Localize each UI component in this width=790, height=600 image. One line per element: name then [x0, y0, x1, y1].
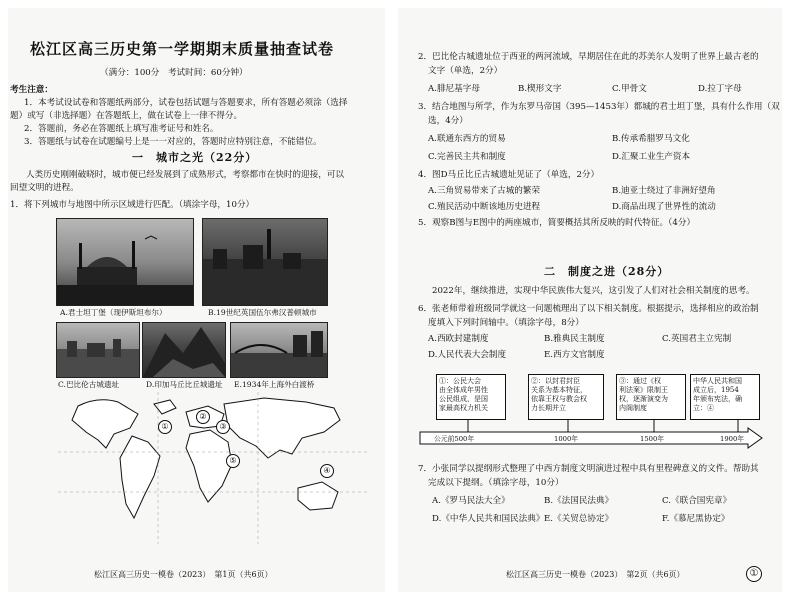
q7-option-f: F.《慕尼黑协定》 [662, 514, 730, 524]
timeline-box-line: 关系为基本特征， [531, 386, 587, 394]
timeline-label: 1900年 [720, 435, 745, 443]
notice-line: 1．本考试设试卷和答题纸两部分，试卷包括试题与答题要求，所有答题必须涂（选择 [24, 98, 348, 108]
q2-option-a: A.腓尼基字母 [428, 84, 480, 94]
question-7-cont: 完成以下提纲。（填涂字母，10分） [428, 478, 564, 488]
photo-wolverhampton [202, 218, 328, 306]
question-3: 3．结合地图与所学，作为东罗马帝国（395—1453年）都城的君士坦丁堡，具有什么作用（双 [418, 102, 780, 112]
world-map [58, 392, 368, 544]
timeline-box-line: 立：④ [693, 404, 714, 412]
caption-a: A.君士坦丁堡（现伊斯坦布尔） [60, 308, 167, 317]
question-4: 4．图D马丘比丘古城遗址见证了（单选，2分） [418, 170, 600, 180]
map-marker-5: ⑤ [226, 454, 240, 468]
q2-option-c: C.甲骨文 [612, 84, 647, 94]
timeline-box-line: 年颁布宪法，确 [693, 395, 742, 403]
question-7: 7．小张同学以提纲形式整理了中西方制度文明演进过程中具有里程碑意义的文件。帮助其 [418, 464, 759, 474]
q4-option-a: A.三角贸易带来了古城的繁荣 [428, 186, 541, 196]
map-marker-2: ② [196, 410, 210, 424]
timeline-box-line: 中华人民共和国 [693, 377, 742, 385]
timeline-label: 1000年 [554, 435, 579, 443]
timeline-box-line: ③：通过《权 [619, 377, 661, 385]
section-2-title: 二 制度之进（28分） [544, 265, 670, 278]
q4-option-c: C.殖民活动中断该地历史进程 [428, 202, 541, 212]
question-3-cont: 选，4分） [428, 116, 468, 126]
caption-b: B.19世纪英国伍尔弗汉普顿城市 [208, 308, 317, 317]
q2-option-d: D.拉丁字母 [698, 84, 742, 94]
photo-babylon [56, 322, 140, 378]
timeline-label: 公元前500年 [434, 435, 475, 443]
timeline-box-line: ①：公民大会 [439, 377, 481, 385]
question-2-cont: 文字（单选，2分） [428, 66, 503, 76]
question-6-cont: 度填入下列时间轴中。（填涂字母，8分） [428, 318, 584, 328]
q6-option-a: A.西欧封建制度 [428, 334, 489, 344]
q7-option-e: E.《关贸总协定》 [544, 514, 614, 524]
timeline-box-line: 公民组成，是国 [439, 395, 488, 403]
q4-option-b: B.迪亚士绕过了非洲好望角 [612, 186, 716, 196]
q3-option-d: D.汇聚工业生产资本 [612, 152, 691, 162]
section-1-title: 一 城市之光（22分） [132, 151, 258, 164]
timeline-box-line: 力长期并立 [531, 404, 566, 412]
page-1-footer: 松江区高三历史一模卷（2023） 第1页（共6页） [94, 570, 273, 579]
q3-option-c: C.完善民主共和制度 [428, 152, 506, 162]
photo-shanghai-bridge [230, 322, 328, 378]
q2-option-b: B.楔形文字 [518, 84, 562, 94]
caption-c: C.巴比伦古城遗址 [58, 380, 120, 389]
q4-option-d: D.商品出现了世界性的流动 [612, 202, 716, 212]
question-2: 2．巴比伦古城遗址位于西亚的两河流域，早期居住在此的苏美尔人发明了世界上最古老的 [418, 52, 759, 62]
timeline-box-line: 依靠王权与教会权 [531, 395, 587, 403]
timeline-box-line: ②：以封君封臣 [531, 377, 580, 385]
notice-line: 题）或写（非选择题）在答题纸上，做在试卷上一律不得分。 [10, 111, 243, 121]
photo-machu-picchu [142, 322, 226, 378]
q3-option-b: B.传承希腊罗马文化 [612, 134, 690, 144]
notice-title: 考生注意： [10, 85, 53, 95]
q3-option-a: A.联通东西方的贸易 [428, 134, 506, 144]
timeline-box-line: 权，逐渐演变为 [619, 395, 668, 403]
notice-line: 3．答题纸与试卷在试题编号上是一一对应的，答题时应特别注意，不能错位。 [24, 137, 322, 147]
section-1-intro: 人类历史刚刚破晓时，城市便已经发展到了成熟形式，考察都市在快时的迎接，可以 [26, 170, 344, 180]
q6-option-e: E.西方文官制度 [544, 350, 605, 360]
q7-option-b: B.《法国民法典》 [544, 496, 614, 506]
section-1-intro: 回望文明的进程。 [10, 183, 79, 193]
exam-page-2 [398, 8, 782, 592]
timeline-box-1 [436, 374, 506, 420]
map-marker-4: ④ [320, 464, 334, 478]
timeline-label: 1500年 [640, 435, 665, 443]
q7-option-a: A.《罗马民法大全》 [432, 496, 510, 506]
timeline-box-2 [528, 374, 604, 420]
q7-option-d: D.《中华人民共和国民法典》 [432, 514, 545, 524]
caption-d: D.印加马丘比丘城遗址 [146, 380, 223, 389]
q6-option-c: C.英国君主立宪制 [662, 334, 732, 344]
question-1: 1．将下列城市与地图中所示区域进行匹配。（填涂字母，10分） [10, 200, 255, 210]
photo-constantinople [56, 218, 194, 306]
timeline-box-line: 由全体成年男性 [439, 386, 488, 394]
page-2-footer: 松江区高三历史一模卷（2023） 第2页（共6页） [506, 570, 685, 579]
timeline-box-line: 内阁制度 [619, 404, 647, 412]
notice-line: 2．答题前，务必在答题纸上填写准考证号和姓名。 [24, 124, 219, 134]
timeline-box-3 [616, 374, 686, 420]
question-5: 5．观察B图与E图中的两座城市，简要概括其所反映的时代特征。（4分） [418, 218, 696, 228]
timeline-box-line: 家最高权力机关 [439, 404, 488, 412]
exam-page-1 [8, 8, 385, 592]
timeline-box-line: 利法案》限制王 [619, 386, 668, 394]
exam-subtitle: （满分：100分 考试时间：60分钟） [100, 68, 248, 78]
timeline-box-4 [690, 374, 760, 420]
q6-option-d: D.人民代表大会制度 [428, 350, 507, 360]
question-6: 6．张老师带着班级同学就这一问题梳理出了以下相关制度。根据提示，选择相应的政治制 [418, 304, 759, 314]
map-marker-3: ③ [216, 420, 230, 434]
section-2-intro: 2022年，继续推进，实现中华民族伟大复兴，这引发了人们对社会相关制度的思考。 [432, 286, 755, 296]
exam-title: 松江区高三历史第一学期期末质量抽查试卷 [30, 40, 335, 58]
map-marker-1: ① [158, 420, 172, 434]
caption-e: E.1934年上海外白渡桥 [234, 380, 315, 389]
timeline-box-line: 成立后，1954 [693, 386, 739, 394]
q6-option-b: B.雅典民主制度 [544, 334, 605, 344]
q7-option-c: C.《联合国宪章》 [662, 496, 732, 506]
page-badge: ① [746, 566, 762, 582]
